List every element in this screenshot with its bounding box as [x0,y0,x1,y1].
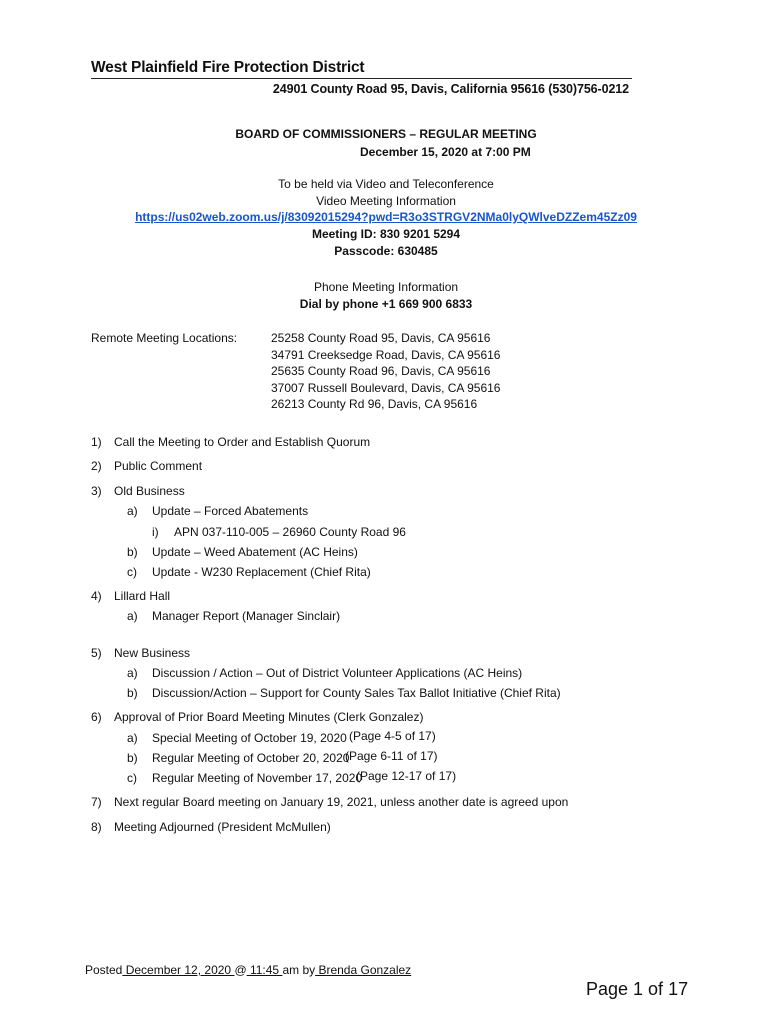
sub-item-letter: b) [127,545,138,559]
posted-line [85,963,411,977]
sub-item-letter: a) [127,609,138,623]
sub-item-weed-abatement: Update – Weed Abatement (AC Heins) [152,545,358,559]
location-item: 25635 County Road 96, Davis, CA 95616 [271,364,491,379]
page-number: Page 1 of 17 [586,979,689,999]
agenda-number: 6) [91,710,102,724]
agenda-number: 2) [91,459,102,473]
sub-item-letter: a) [127,504,138,518]
agenda-item-new-business: New Business [114,646,191,660]
sub-item-letter: b) [127,686,138,700]
held-via-text: To be held via Video and Teleconference [278,177,494,191]
agenda-item-lillard-hall: Lillard Hall [114,589,171,603]
meeting-type: BOARD OF COMMISSIONERS – REGULAR MEETING [235,127,537,141]
meeting-id: Meeting ID: 830 9201 5294 [311,227,461,241]
sub-item-letter: a) [127,666,138,680]
passcode: Passcode: 630485 [334,244,438,258]
sub-item-letter: b) [127,751,138,765]
agenda-item-adjourned: Meeting Adjourned (President McMullen) [114,820,331,834]
zoom-link[interactable]: https://us02web.zoom.us/j/83092015294?pwd=R3o3STRGV2NMa0lyQWlveDZZem45Zz09 [135,210,637,224]
posted-label: Posted [85,963,123,977]
agenda-item-approval-minutes: Approval of Prior Board Meeting Minutes (Clerk Gonzalez) [114,710,424,724]
page-reference: (Page 4-5 of 17) [349,729,436,743]
sub-item-sales-tax: Discussion/Action – Support for County Sales Tax Ballot Initiative (Chief Rita) [152,686,561,700]
agenda-number: 8) [91,820,102,834]
agenda-number: 5) [91,646,102,660]
remote-locations-list [271,330,500,413]
sub-sub-item-apn: APN 037-110-005 – 26960 County Road 96 [174,525,406,539]
district-address: 24901 County Road 95, Davis, California 95616 (530)756-0212 [272,82,629,96]
sub-item-oct-19: Special Meeting of October 19, 2020 [152,731,347,745]
location-item: 37007 Russell Boulevard, Davis, CA 95616 [271,380,501,395]
meeting-datetime: December 15, 2020 at 7:00 PM [360,145,531,159]
sub-sub-item-numeral: i) [152,525,159,539]
sub-item-forced-abatements: Update – Forced Abatements [152,504,309,518]
sub-item-letter: c) [127,771,137,785]
posted-date: December 12, 2020 [122,963,235,977]
agenda-item-next-meeting: Next regular Board meeting on January 19, 2021, unless another date is agreed upon [114,795,569,809]
page-reference: (Page 12-17 of 17) [356,769,457,783]
location-item: 25258 County Road 95, Davis, CA 95616 [271,331,491,345]
agenda-number: 7) [91,795,102,809]
remote-locations-label: Remote Meeting Locations: [91,331,238,345]
sub-item-letter: a) [127,731,138,745]
sub-item-w230: Update - W230 Replacement (Chief Rita) [152,565,371,579]
phone-info-heading: Phone Meeting Information [313,280,459,294]
posted-am-by: am by [282,963,316,977]
dial-by-phone: Dial by phone +1 669 900 6833 [299,297,473,311]
posted-time: 11:45 [246,963,283,977]
agenda-item-call-to-order: Call the Meeting to Order and Establish Quorum [114,435,371,449]
location-item: 26213 County Rd 96, Davis, CA 95616 [271,397,478,412]
video-info-heading: Video Meeting Information [316,194,456,208]
posted-at: @ [234,963,247,977]
location-item: 34791 Creeksedge Road, Davis, CA 95616 [271,347,501,362]
sub-item-manager-report: Manager Report (Manager Sinclair) [152,609,341,623]
sub-item-letter: c) [127,565,137,579]
agenda-number: 3) [91,484,102,498]
agenda-item-public-comment: Public Comment [114,459,203,473]
agenda-item-old-business: Old Business [114,484,185,498]
agenda-number: 1) [91,435,102,449]
sub-item-nov-17: Regular Meeting of November 17, 2020 [152,771,363,785]
district-title: West Plainfield Fire Protection District [91,59,632,79]
posted-by-name: Brenda Gonzalez [315,963,412,977]
sub-item-oct-20: Regular Meeting of October 20, 2020 [152,751,350,765]
sub-item-volunteer-applications: Discussion / Action – Out of District Volunteer Applications (AC Heins) [152,666,523,680]
page-reference: (Page 6-11 of 17) [345,749,438,763]
agenda-number: 4) [91,589,102,603]
